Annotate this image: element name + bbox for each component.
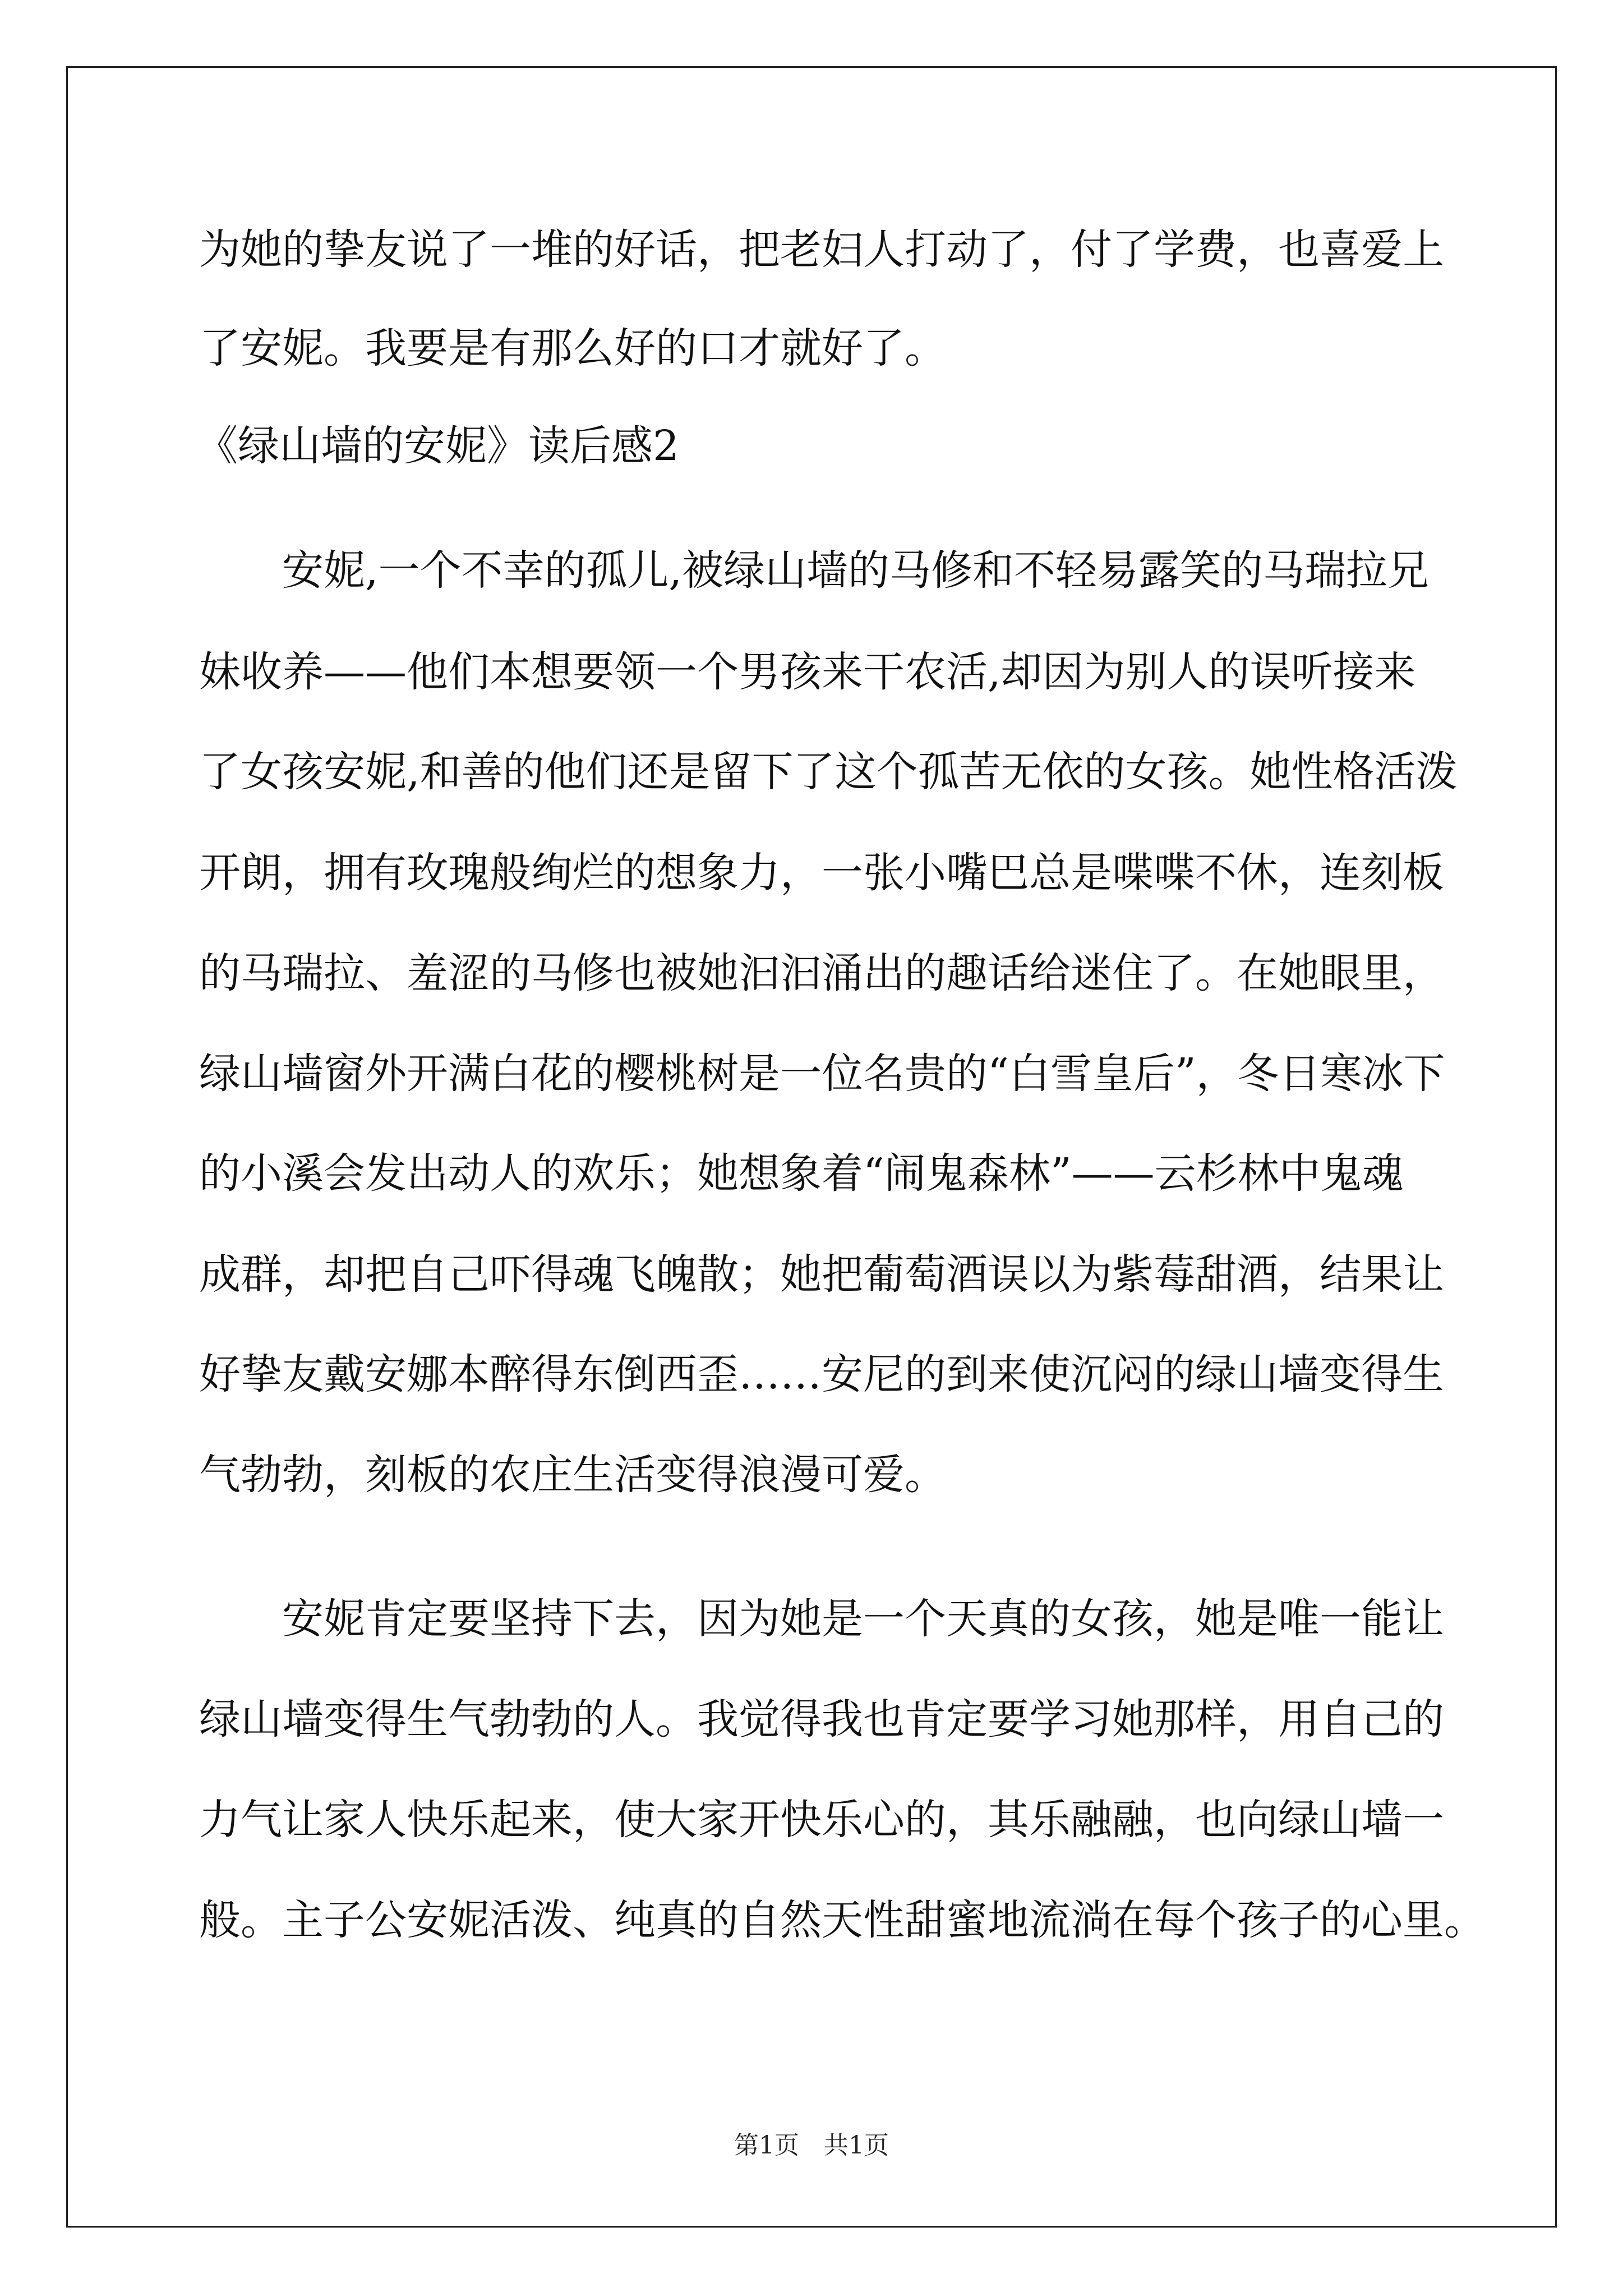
text-line: 好挚友戴安娜本醉得东倒西歪……安尼的到来使沉闷的绿山墙变得生 (199, 1350, 1444, 1398)
text-line: 力气让家人快乐起来，使大家开快乐心的，其乐融融，也向绿山墙一 (199, 1796, 1444, 1844)
text-line: 了安妮。我要是有那么好的口才就好了。 (199, 324, 946, 372)
page-number: 第1页 共1页 (734, 2131, 889, 2160)
text-line: 妹收养——他们本想要领一个男孩来干农活,却因为别人的误听接来 (199, 648, 1416, 696)
text-line: 的马瑞拉、羞涩的马修也被她汩汩涌出的趣话给迷住了。在她眼里， (199, 949, 1444, 997)
text-line: 绿山墙变得生气勃勃的人。我觉得我也肯定要学习她那样，用自己的 (199, 1695, 1444, 1743)
text-line: 安妮,一个不幸的孤儿,被绿山墙的马修和不轻易露笑的马瑞拉兄 (199, 546, 1430, 595)
text-line: 气勃勃，刻板的农庄生活变得浪漫可爱。 (199, 1451, 946, 1499)
text-line: 开朗，拥有玫瑰般绚烂的想象力，一张小嘴巴总是喋喋不休，连刻板 (199, 849, 1444, 897)
text-line: 了女孩安妮,和善的他们还是留下了这个孤苦无依的女孩。她性格活泼 (199, 748, 1458, 796)
text-line: 成群，却把自己吓得魂飞魄散；她把葡萄酒误以为紫莓甜酒，结果让 (199, 1250, 1444, 1299)
text-line: 的小溪会发出动人的欢乐；她想象着“闹鬼森林”——云杉林中鬼魂 (199, 1149, 1404, 1198)
text-line: 为她的挚友说了一堆的好话，把老妇人打动了，付了学费，也喜爱上 (199, 226, 1444, 274)
section-heading: 《绿山墙的安妮》读后感2 (196, 422, 680, 470)
text-line: 般。主子公安妮活泼、纯真的自然天性甜蜜地流淌在每个孩子的心里。 (199, 1896, 1486, 1944)
text-line: 安妮肯定要坚持下去，因为她是一个天真的女孩，她是唯一能让 (199, 1595, 1444, 1643)
text-line: 绿山墙窗外开满白花的樱桃树是一位名贵的“白雪皇后”，冬日寒冰下 (199, 1050, 1445, 1098)
